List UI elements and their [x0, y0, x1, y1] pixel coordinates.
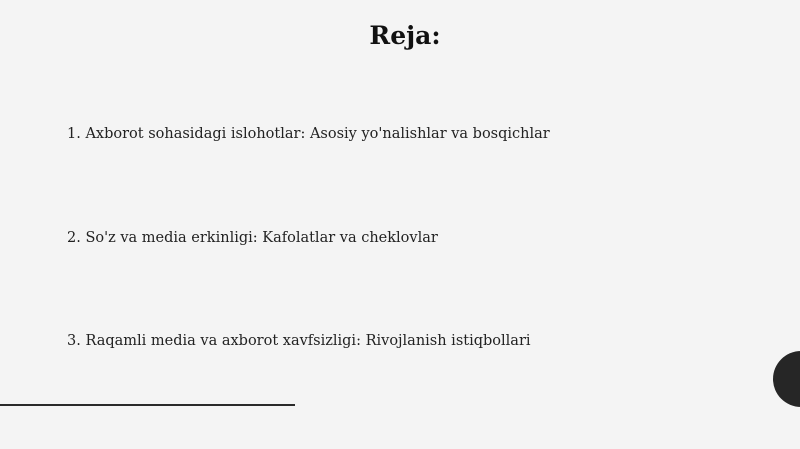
- plan-item-2: 2. So'z va media erkinligi: Kafolatlar va cheklovlar: [67, 230, 438, 246]
- plan-item-1: 1. Axborot sohasidagi islohotlar: Asosiy yo'nalishlar va bosqichlar: [67, 126, 550, 142]
- slide-title: Reja:: [369, 21, 441, 50]
- decorative-rule: [0, 404, 295, 406]
- decorative-circle: [773, 351, 800, 407]
- plan-item-3: 3. Raqamli media va axborot xavfsizligi: Rivojlanish istiqbollari: [67, 333, 531, 349]
